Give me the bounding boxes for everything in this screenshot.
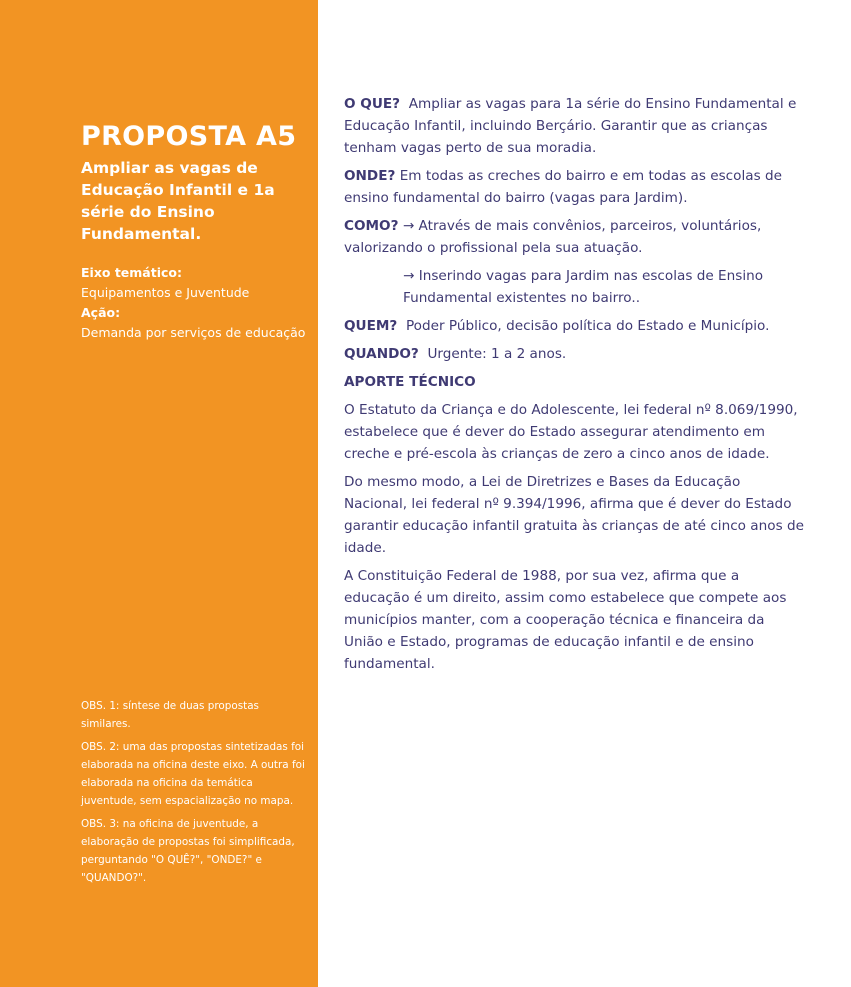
eixo-label: Eixo temático: <box>81 265 182 280</box>
onde-text: Em todas as creches do bairro e em todas as escolas de ensino fundamental do bairro (vagas para Jardim). <box>344 168 782 206</box>
aporte-paragraph: A Constituição Federal de 1988, por sua vez, afirma que a educação é um direito, assim como estabelece que compete aos municípios manter, com a cooperação técnica e financeira da União e Estado, programas de educação infantil e de ensino fundamental. <box>344 568 787 672</box>
obs-note: OBS. 1: síntese de duas propostas similares. <box>81 700 259 730</box>
acao-label: Ação: <box>81 305 121 320</box>
como-paragraph <box>344 215 804 259</box>
como-text-1: → Através de mais convênios, parceiros, voluntários, valorizando o profissional pela sua atuação. <box>344 218 762 256</box>
proposal-meta <box>81 263 311 343</box>
sidebar-panel <box>0 0 318 987</box>
quem-paragraph <box>344 315 804 337</box>
obs-note: OBS. 3: na oficina de juventude, a elaboração de propostas foi simplificada, perguntando "O QUÊ?", "ONDE?" e "QUANDO?". <box>81 818 295 884</box>
quando-label: QUANDO? <box>344 346 419 362</box>
aporte-heading: APORTE TÉCNICO <box>344 374 476 390</box>
eixo-value: Equipamentos e Juventude <box>81 285 250 300</box>
proposal-title: PROPOSTA A5 <box>81 121 297 152</box>
proposal-subtitle: Ampliar as vagas de Educação Infantil e 1a série do Ensino Fundamental. <box>81 159 275 243</box>
oque-label: O QUE? <box>344 96 401 112</box>
como-label: COMO? <box>344 218 399 234</box>
quando-paragraph <box>344 343 804 365</box>
quando-text: Urgente: 1 a 2 anos. <box>427 346 567 362</box>
como-text-2: → Inserindo vagas para Jardim nas escolas de Ensino Fundamental existentes no bairro.. <box>403 268 764 306</box>
aporte-paragraph: O Estatuto da Criança e do Adolescente, lei federal nº 8.069/1990, estabelece que é dever do Estado assegurar atendimento em creche e pré-escola às crianças de zero a cinco anos de idade. <box>344 402 798 462</box>
obs-notes <box>81 697 307 892</box>
onde-label: ONDE? <box>344 168 396 184</box>
acao-value: Demanda por serviços de educação <box>81 325 306 340</box>
quem-text: Poder Público, decisão política do Estado e Município. <box>405 318 770 334</box>
oque-paragraph <box>344 93 804 159</box>
proposal-content <box>344 93 804 681</box>
onde-paragraph <box>344 165 804 209</box>
obs-note: OBS. 2: uma das propostas sintetizadas foi elaborada na oficina deste eixo. A outra foi elaborada na oficina da temática juventude, sem espacialização no mapa. <box>81 741 305 807</box>
como-paragraph-2 <box>344 265 804 309</box>
quem-label: QUEM? <box>344 318 398 334</box>
aporte-paragraph: Do mesmo modo, a Lei de Diretrizes e Bases da Educação Nacional, lei federal nº 9.394/1996, afirma que é dever do Estado garantir educação infantil gratuita às crianças de até cinco anos de idade. <box>344 474 804 556</box>
oque-text: Ampliar as vagas para 1a série do Ensino Fundamental e Educação Infantil, incluindo Berçário. Garantir que as crianças tenham vagas perto de sua moradia. <box>344 96 797 156</box>
